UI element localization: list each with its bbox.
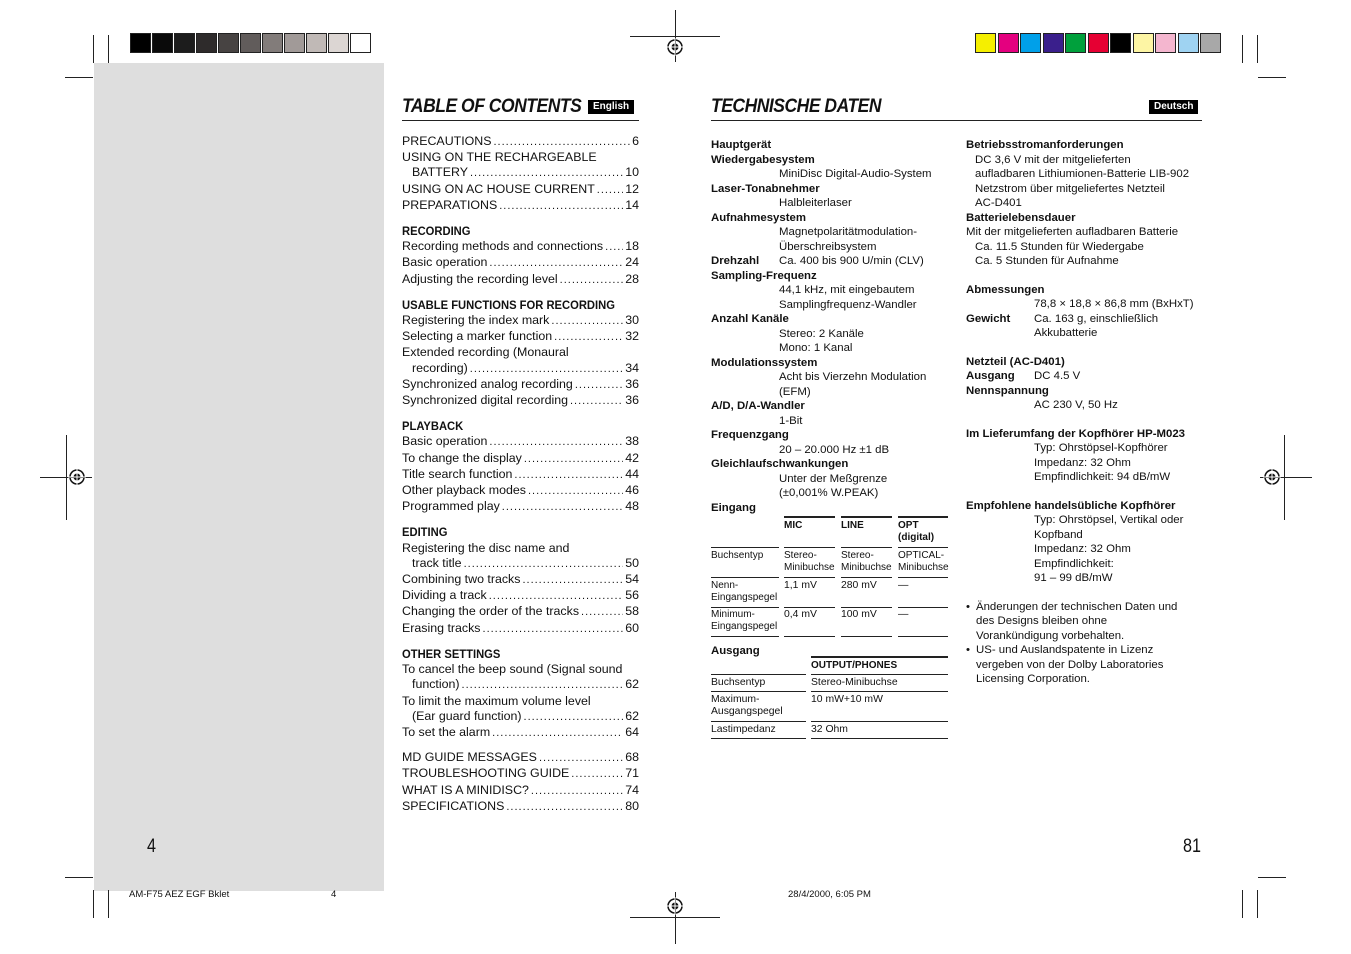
toc-dot-leader bbox=[522, 572, 623, 588]
spec-value: 20 – 20.000 Hz ±1 dB bbox=[779, 443, 890, 456]
toc-entry-page: 74 bbox=[625, 782, 639, 797]
spec-label: Betriebsstromanforderungen bbox=[966, 139, 1124, 151]
toc-entry-title: TROUBLESHOOTING GUIDE bbox=[402, 766, 570, 781]
spec-value: Typ: Ohrstöpsel, Vertikal oder bbox=[1034, 514, 1184, 526]
left-page-panel bbox=[94, 63, 384, 891]
toc-entry bbox=[402, 165, 639, 181]
language-tag-english: English bbox=[588, 100, 634, 114]
gray-swatch bbox=[328, 33, 349, 53]
toc-dot-leader bbox=[489, 588, 624, 604]
toc-entry-page: 54 bbox=[625, 572, 639, 587]
spec-value: Akkubatterie bbox=[1034, 327, 1098, 339]
table-cell: Stereo-Minibuchse bbox=[784, 550, 835, 573]
toc-entry-title: Basic operation bbox=[402, 255, 488, 270]
toc-dot-leader bbox=[506, 799, 623, 815]
toc-entry-title: WHAT IS A MINIDISC? bbox=[402, 782, 529, 797]
spec-value: aufladbaren Lithiumionen-Batterie LIB-902 bbox=[975, 168, 1190, 180]
toc-entry bbox=[402, 725, 639, 741]
toc-dot-leader bbox=[494, 134, 631, 150]
table-cell: — bbox=[898, 580, 909, 591]
toc-entry-title: PREPARATIONS bbox=[402, 197, 498, 212]
toc-dot-leader bbox=[489, 434, 623, 450]
spec-value: Impedanz: 32 Ohm bbox=[1034, 543, 1131, 555]
registration-mark-icon bbox=[1263, 468, 1281, 486]
table-of-contents bbox=[402, 134, 639, 815]
registration-mark-icon bbox=[666, 897, 684, 915]
toc-entry-page: 10 bbox=[625, 165, 639, 180]
table-cell: 1,1 mV bbox=[784, 580, 817, 591]
spec-value: Unter der Meßgrenze bbox=[779, 472, 888, 485]
spec-column-2 bbox=[966, 138, 1211, 687]
spec-value: Empfindlichkeit: bbox=[1034, 557, 1114, 570]
spec-label: Ausgang bbox=[966, 370, 1015, 382]
spec-value: Netzstrom über mitgeliefertes Netzteil bbox=[975, 182, 1165, 195]
toc-dot-leader bbox=[570, 393, 623, 409]
toc-entry bbox=[402, 766, 639, 782]
toc-entry-title: track title bbox=[412, 555, 462, 570]
note-text: Änderungen der technischen Daten und bbox=[976, 600, 1178, 613]
spec-label: Abmessungen bbox=[966, 283, 1045, 296]
note-text: US- und Auslandspatente in Lizenz bbox=[976, 644, 1154, 656]
toc-entry-title: Recording methods and connections bbox=[402, 239, 604, 254]
toc-dot-leader bbox=[524, 451, 623, 467]
color-swatch bbox=[1043, 33, 1064, 53]
bullet-spacer bbox=[966, 614, 976, 629]
gray-swatch bbox=[152, 33, 173, 53]
note-text: vergeben von der Dolby Laboratories bbox=[976, 658, 1164, 671]
toc-entry-page: 34 bbox=[625, 360, 639, 375]
color-swatch bbox=[975, 33, 996, 53]
toc-entry-page: 24 bbox=[625, 255, 639, 270]
toc-dot-leader bbox=[492, 725, 623, 741]
color-swatch bbox=[998, 33, 1019, 53]
toc-entry-title: Synchronized digital recording bbox=[402, 393, 568, 408]
spec-label: Sampling-Frequenz bbox=[711, 269, 817, 282]
spec-value: DC 4.5 V bbox=[1034, 370, 1081, 382]
toc-entry-title: SPECIFICATIONS bbox=[402, 798, 505, 813]
toc-dot-leader bbox=[575, 377, 623, 393]
toc-entry-page: 46 bbox=[625, 483, 639, 498]
toc-entry bbox=[402, 329, 639, 345]
color-swatch bbox=[1178, 33, 1199, 53]
spec-inline-row bbox=[966, 369, 1211, 384]
toc-entry-title: Synchronized analog recording bbox=[402, 376, 573, 391]
toc-dot-leader bbox=[581, 604, 623, 620]
toc-section-heading: PLAYBACK bbox=[402, 419, 464, 434]
spec-value: 78,8 × 18,8 × 86,8 mm (BxHxT) bbox=[1034, 298, 1194, 310]
gray-swatch bbox=[130, 33, 151, 53]
toc-entry-text: Registering the disc name and bbox=[402, 540, 570, 555]
table-row-label: Maximum-Ausgangspegel bbox=[711, 694, 783, 717]
color-swatch bbox=[1065, 33, 1086, 53]
toc-dot-leader bbox=[539, 750, 623, 766]
color-swatch bbox=[1133, 33, 1154, 53]
toc-dot-leader bbox=[489, 255, 623, 271]
toc-title: TABLE OF CONTENTS bbox=[402, 96, 582, 117]
spec-value: DC 3,6 V mit der mitgelieferten bbox=[975, 153, 1131, 166]
spec-value: 44,1 kHz, mit eingebautem bbox=[779, 284, 915, 296]
toc-entry bbox=[402, 182, 639, 198]
table-header: LINE bbox=[841, 520, 864, 531]
spec-value: Ca. 5 Stunden für Aufnahme bbox=[975, 255, 1119, 267]
toc-entry-page: 80 bbox=[625, 798, 639, 813]
toc-entry-page: 71 bbox=[625, 766, 639, 781]
gray-swatch bbox=[174, 33, 195, 53]
toc-entry-title: Dividing a track bbox=[402, 588, 487, 603]
toc-dot-leader bbox=[483, 621, 624, 637]
toc-entry-page: 28 bbox=[625, 271, 639, 286]
color-swatch bbox=[1020, 33, 1041, 53]
table-row-label: Nenn-Eingangspegel bbox=[711, 580, 778, 603]
spec-spacer bbox=[966, 413, 1211, 427]
toc-entry-page: 48 bbox=[625, 499, 639, 514]
spec-label: Modulationssystem bbox=[711, 356, 818, 369]
page-number-right: 81 bbox=[1183, 836, 1201, 857]
spec-inline-row bbox=[711, 254, 951, 269]
spec-value: Magnetpolaritätmodulation- bbox=[779, 226, 918, 238]
spec-value: Ca. 400 bis 900 U/min (CLV) bbox=[779, 255, 924, 267]
title-rule bbox=[402, 120, 639, 121]
toc-entry-page: 62 bbox=[625, 677, 639, 692]
footer-filename: AM-F75 AEZ EGF Bklet bbox=[129, 889, 230, 900]
note-line bbox=[966, 614, 1211, 629]
toc-entry bbox=[402, 467, 639, 483]
toc-dot-leader bbox=[528, 483, 623, 499]
toc-entry bbox=[402, 393, 639, 409]
toc-entry-title: Other playback modes bbox=[402, 483, 526, 498]
note-text: des Designs bleiben ohne bbox=[976, 615, 1108, 627]
toc-entry-page: 42 bbox=[625, 450, 639, 465]
toc-dot-leader bbox=[462, 677, 624, 693]
toc-entry bbox=[402, 451, 639, 467]
toc-entry bbox=[402, 750, 639, 766]
toc-entry-title: recording) bbox=[412, 360, 468, 375]
table-cell: 280 mV bbox=[841, 580, 877, 591]
footer-page: 4 bbox=[331, 889, 337, 900]
toc-entry bbox=[402, 313, 639, 329]
toc-entry-page: 30 bbox=[625, 313, 639, 328]
spec-value: Samplingfrequenz-Wandler bbox=[779, 298, 917, 311]
toc-entry-page: 68 bbox=[625, 750, 639, 765]
spec-label: Hauptgerät bbox=[711, 139, 772, 151]
table-cell: Stereo-Minibuchse bbox=[811, 677, 898, 688]
toc-entry-title: Basic operation bbox=[402, 434, 488, 449]
note-line bbox=[966, 600, 1211, 615]
table-row-label: Lastimpedanz bbox=[711, 724, 776, 735]
table-header: OUTPUT/PHONES bbox=[811, 660, 898, 671]
registration-mark-icon bbox=[68, 468, 86, 486]
toc-dot-leader bbox=[597, 182, 623, 198]
toc-entry-page: 6 bbox=[632, 134, 639, 148]
table-cell: — bbox=[898, 609, 909, 620]
toc-section-heading: OTHER SETTINGS bbox=[402, 646, 501, 661]
spec-label: Wiedergabesystem bbox=[711, 153, 815, 166]
color-swatch bbox=[1088, 33, 1109, 53]
table-row-label: Buchsentyp bbox=[711, 550, 764, 561]
table-cell: Stereo-Minibuchse bbox=[841, 550, 892, 573]
toc-entry-page: 64 bbox=[625, 724, 639, 739]
toc-entry-text: To cancel the beep sound (Signal sound bbox=[402, 662, 623, 677]
toc-entry bbox=[402, 272, 639, 288]
note-line bbox=[966, 643, 1211, 658]
spec-label: Empfohlene handelsübliche Kopfhörer bbox=[966, 499, 1176, 512]
spec-value: AC-D401 bbox=[975, 197, 1022, 209]
spec-label: Batterielebensdauer bbox=[966, 211, 1076, 224]
toc-entry bbox=[402, 434, 639, 450]
spec-spacer bbox=[966, 485, 1211, 499]
toc-entry bbox=[402, 621, 639, 637]
table-row-label: Minimum-Eingangspegel bbox=[711, 609, 778, 632]
toc-dot-leader bbox=[502, 499, 623, 515]
spec-value: MiniDisc Digital-Audio-System bbox=[779, 168, 932, 180]
spec-value: Ca. 11.5 Stunden für Wiedergabe bbox=[975, 240, 1144, 253]
toc-entry bbox=[402, 709, 639, 725]
toc-entry-title: To set the alarm bbox=[402, 724, 491, 739]
toc-dot-leader bbox=[605, 239, 623, 255]
footer-date: 28/4/2000, 6:05 PM bbox=[788, 889, 871, 900]
toc-entry bbox=[402, 134, 639, 150]
toc-dot-leader bbox=[499, 198, 623, 214]
toc-entry-title: function) bbox=[412, 677, 460, 692]
spec-label: Drehzahl bbox=[711, 255, 760, 267]
spec-label: Netzteil (AC-D401) bbox=[966, 355, 1065, 368]
spec-label: Im Lieferumfang der Kopfhörer HP-M023 bbox=[966, 427, 1185, 440]
note-text: Licensing Corporation. bbox=[976, 673, 1090, 685]
toc-entry-page: 38 bbox=[625, 434, 639, 449]
bullet-spacer bbox=[966, 672, 976, 687]
toc-dot-leader bbox=[560, 272, 624, 288]
toc-dot-leader bbox=[524, 709, 624, 725]
spec-value: (±0,001% W.PEAK) bbox=[779, 487, 879, 499]
spec-title: TECHNISCHE DATEN bbox=[711, 96, 882, 117]
table-row-label: Buchsentyp bbox=[711, 677, 766, 688]
registration-mark-icon bbox=[666, 38, 684, 56]
gray-swatch bbox=[284, 33, 305, 53]
toc-entry bbox=[402, 198, 639, 214]
toc-dot-leader bbox=[470, 165, 623, 181]
spec-label: Laser-Tonabnehmer bbox=[711, 182, 820, 195]
toc-entry bbox=[402, 556, 639, 572]
color-swatch bbox=[1110, 33, 1131, 53]
note-line bbox=[966, 672, 1211, 687]
toc-entry-page: 44 bbox=[625, 466, 639, 481]
gray-swatch bbox=[262, 33, 283, 53]
gray-swatch bbox=[306, 33, 327, 53]
spec-value: Kopfband bbox=[1034, 528, 1083, 541]
spec-label: Frequenzgang bbox=[711, 429, 789, 441]
toc-entry-title: To change the display bbox=[402, 450, 522, 465]
toc-entry-title: PRECAUTIONS bbox=[402, 134, 492, 148]
toc-entry bbox=[402, 361, 639, 377]
spec-label: Aufnahmesystem bbox=[711, 211, 806, 224]
table-header: MIC bbox=[784, 520, 803, 531]
table-cell: 100 mV bbox=[841, 609, 877, 620]
toc-entry-page: 36 bbox=[625, 376, 639, 391]
toc-section-heading: USABLE FUNCTIONS FOR RECORDING bbox=[402, 297, 615, 312]
spec-value: Stereo: 2 Kanäle bbox=[779, 327, 864, 340]
toc-entry-title: Erasing tracks bbox=[402, 620, 481, 635]
spec-value: Halbleiterlaser bbox=[779, 197, 852, 209]
toc-section-heading: RECORDING bbox=[402, 224, 471, 239]
toc-entry-page: 32 bbox=[625, 329, 639, 344]
title-rule bbox=[711, 120, 1202, 121]
toc-entry-title: Registering the index mark bbox=[402, 313, 550, 328]
toc-entry-title: MD GUIDE MESSAGES bbox=[402, 750, 537, 765]
toc-dot-leader bbox=[554, 329, 623, 345]
bullet-icon: • bbox=[966, 644, 970, 656]
spec-value: Überschreibsystem bbox=[779, 240, 877, 253]
toc-entry-title: (Ear guard function) bbox=[412, 708, 522, 723]
spec-value: Impedanz: 32 Ohm bbox=[1034, 456, 1131, 469]
toc-entry-title: USING ON AC HOUSE CURRENT bbox=[402, 181, 595, 196]
toc-entry-title: Title search function bbox=[402, 466, 513, 481]
note-line bbox=[966, 629, 1211, 644]
toc-entry bbox=[402, 783, 639, 799]
toc-entry-title: Adjusting the recording level bbox=[402, 271, 558, 286]
spec-label: Eingang bbox=[711, 501, 756, 514]
spec-value: Empfindlichkeit: 94 dB/mW bbox=[1034, 471, 1171, 483]
output-table bbox=[711, 656, 948, 740]
toc-entry-title: Selecting a marker function bbox=[402, 329, 553, 344]
note-text: Vorankündigung vorbehalten. bbox=[976, 629, 1125, 642]
toc-dot-leader bbox=[464, 556, 624, 572]
toc-entry-page: 50 bbox=[625, 555, 639, 570]
spec-value: Typ: Ohrstöpsel-Kopfhörer bbox=[1034, 442, 1168, 454]
toc-entry-text: To limit the maximum volume level bbox=[402, 693, 591, 708]
spec-spacer bbox=[966, 586, 1211, 600]
toc-entry bbox=[402, 799, 639, 815]
spec-value: Acht bis Vierzehn Modulation bbox=[779, 371, 927, 383]
toc-entry-page: 36 bbox=[625, 393, 639, 408]
spec-spacer bbox=[966, 341, 1211, 355]
toc-section-heading: EDITING bbox=[402, 525, 448, 540]
spec-value: Mono: 1 Kanal bbox=[779, 342, 853, 354]
spec-label: Anzahl Kanäle bbox=[711, 313, 789, 325]
gray-swatch bbox=[240, 33, 261, 53]
spec-column-1 bbox=[711, 138, 951, 515]
output-label: Ausgang bbox=[711, 645, 760, 657]
spec-label: Nennspannung bbox=[966, 384, 1049, 397]
toc-entry-text: USING ON THE RECHARGEABLE bbox=[402, 150, 597, 165]
color-swatch bbox=[1155, 33, 1176, 53]
spec-label: A/D, D/A-Wandler bbox=[711, 400, 805, 412]
table-cell: 10 mW+10 mW bbox=[811, 694, 883, 705]
spec-label: Gleichlaufschwankungen bbox=[711, 458, 849, 470]
toc-dot-leader bbox=[571, 766, 623, 782]
toc-entry bbox=[402, 677, 639, 693]
toc-entry-title: Combining two tracks bbox=[402, 572, 521, 587]
table-cell: 32 Ohm bbox=[811, 724, 848, 735]
toc-dot-leader bbox=[531, 783, 623, 799]
table-header: OPT (digital) bbox=[898, 520, 935, 543]
table-cell: OPTICAL-Minibuchse bbox=[898, 550, 949, 573]
toc-entry-page: 14 bbox=[625, 197, 639, 212]
spec-inline-row bbox=[966, 312, 1211, 327]
toc-entry bbox=[402, 572, 639, 588]
bullet-icon: • bbox=[966, 600, 970, 613]
toc-dot-leader bbox=[514, 467, 623, 483]
spec-value: Mit der mitgelieferten aufladbaren Batterie bbox=[966, 226, 1179, 238]
page-number-left: 4 bbox=[147, 836, 156, 857]
spec-value: Ca. 163 g, einschließlich bbox=[1034, 312, 1159, 325]
toc-dot-leader bbox=[470, 361, 623, 377]
toc-entry-page: 56 bbox=[625, 588, 639, 603]
toc-entry-title: Programmed play bbox=[402, 499, 500, 514]
toc-entry-page: 18 bbox=[625, 239, 639, 254]
bullet-spacer bbox=[966, 658, 976, 673]
toc-entry-page: 60 bbox=[625, 620, 639, 635]
toc-dot-leader bbox=[551, 313, 623, 329]
spec-value: (EFM) bbox=[779, 385, 811, 398]
spec-value: AC 230 V, 50 Hz bbox=[1034, 399, 1118, 411]
toc-entry-title: Changing the order of the tracks bbox=[402, 604, 580, 619]
toc-entry bbox=[402, 588, 639, 604]
toc-entry-page: 58 bbox=[625, 604, 639, 619]
gray-swatch bbox=[350, 33, 371, 53]
note-line bbox=[966, 658, 1211, 673]
color-swatch bbox=[1200, 33, 1221, 53]
toc-entry-text: Extended recording (Monaural bbox=[402, 345, 569, 360]
table-cell: 0,4 mV bbox=[784, 609, 817, 620]
spec-label: Gewicht bbox=[966, 312, 1011, 325]
language-tag-deutsch: Deutsch bbox=[1149, 100, 1198, 114]
spec-value: 91 – 99 dB/mW bbox=[1034, 572, 1113, 584]
input-table bbox=[711, 516, 948, 638]
gray-swatch bbox=[218, 33, 239, 53]
toc-spacer bbox=[402, 741, 639, 750]
toc-entry-page: 12 bbox=[625, 181, 639, 196]
toc-entry bbox=[402, 499, 639, 515]
toc-entry-title: BATTERY bbox=[412, 165, 468, 180]
spec-value: 1-Bit bbox=[779, 414, 803, 427]
toc-entry bbox=[402, 255, 639, 271]
spec-spacer bbox=[966, 269, 1211, 283]
toc-entry bbox=[402, 239, 639, 255]
bullet-spacer bbox=[966, 629, 976, 644]
toc-entry bbox=[402, 377, 639, 393]
toc-entry-page: 62 bbox=[625, 708, 639, 723]
toc-entry bbox=[402, 483, 639, 499]
toc-entry bbox=[402, 604, 639, 620]
gray-swatch bbox=[196, 33, 217, 53]
